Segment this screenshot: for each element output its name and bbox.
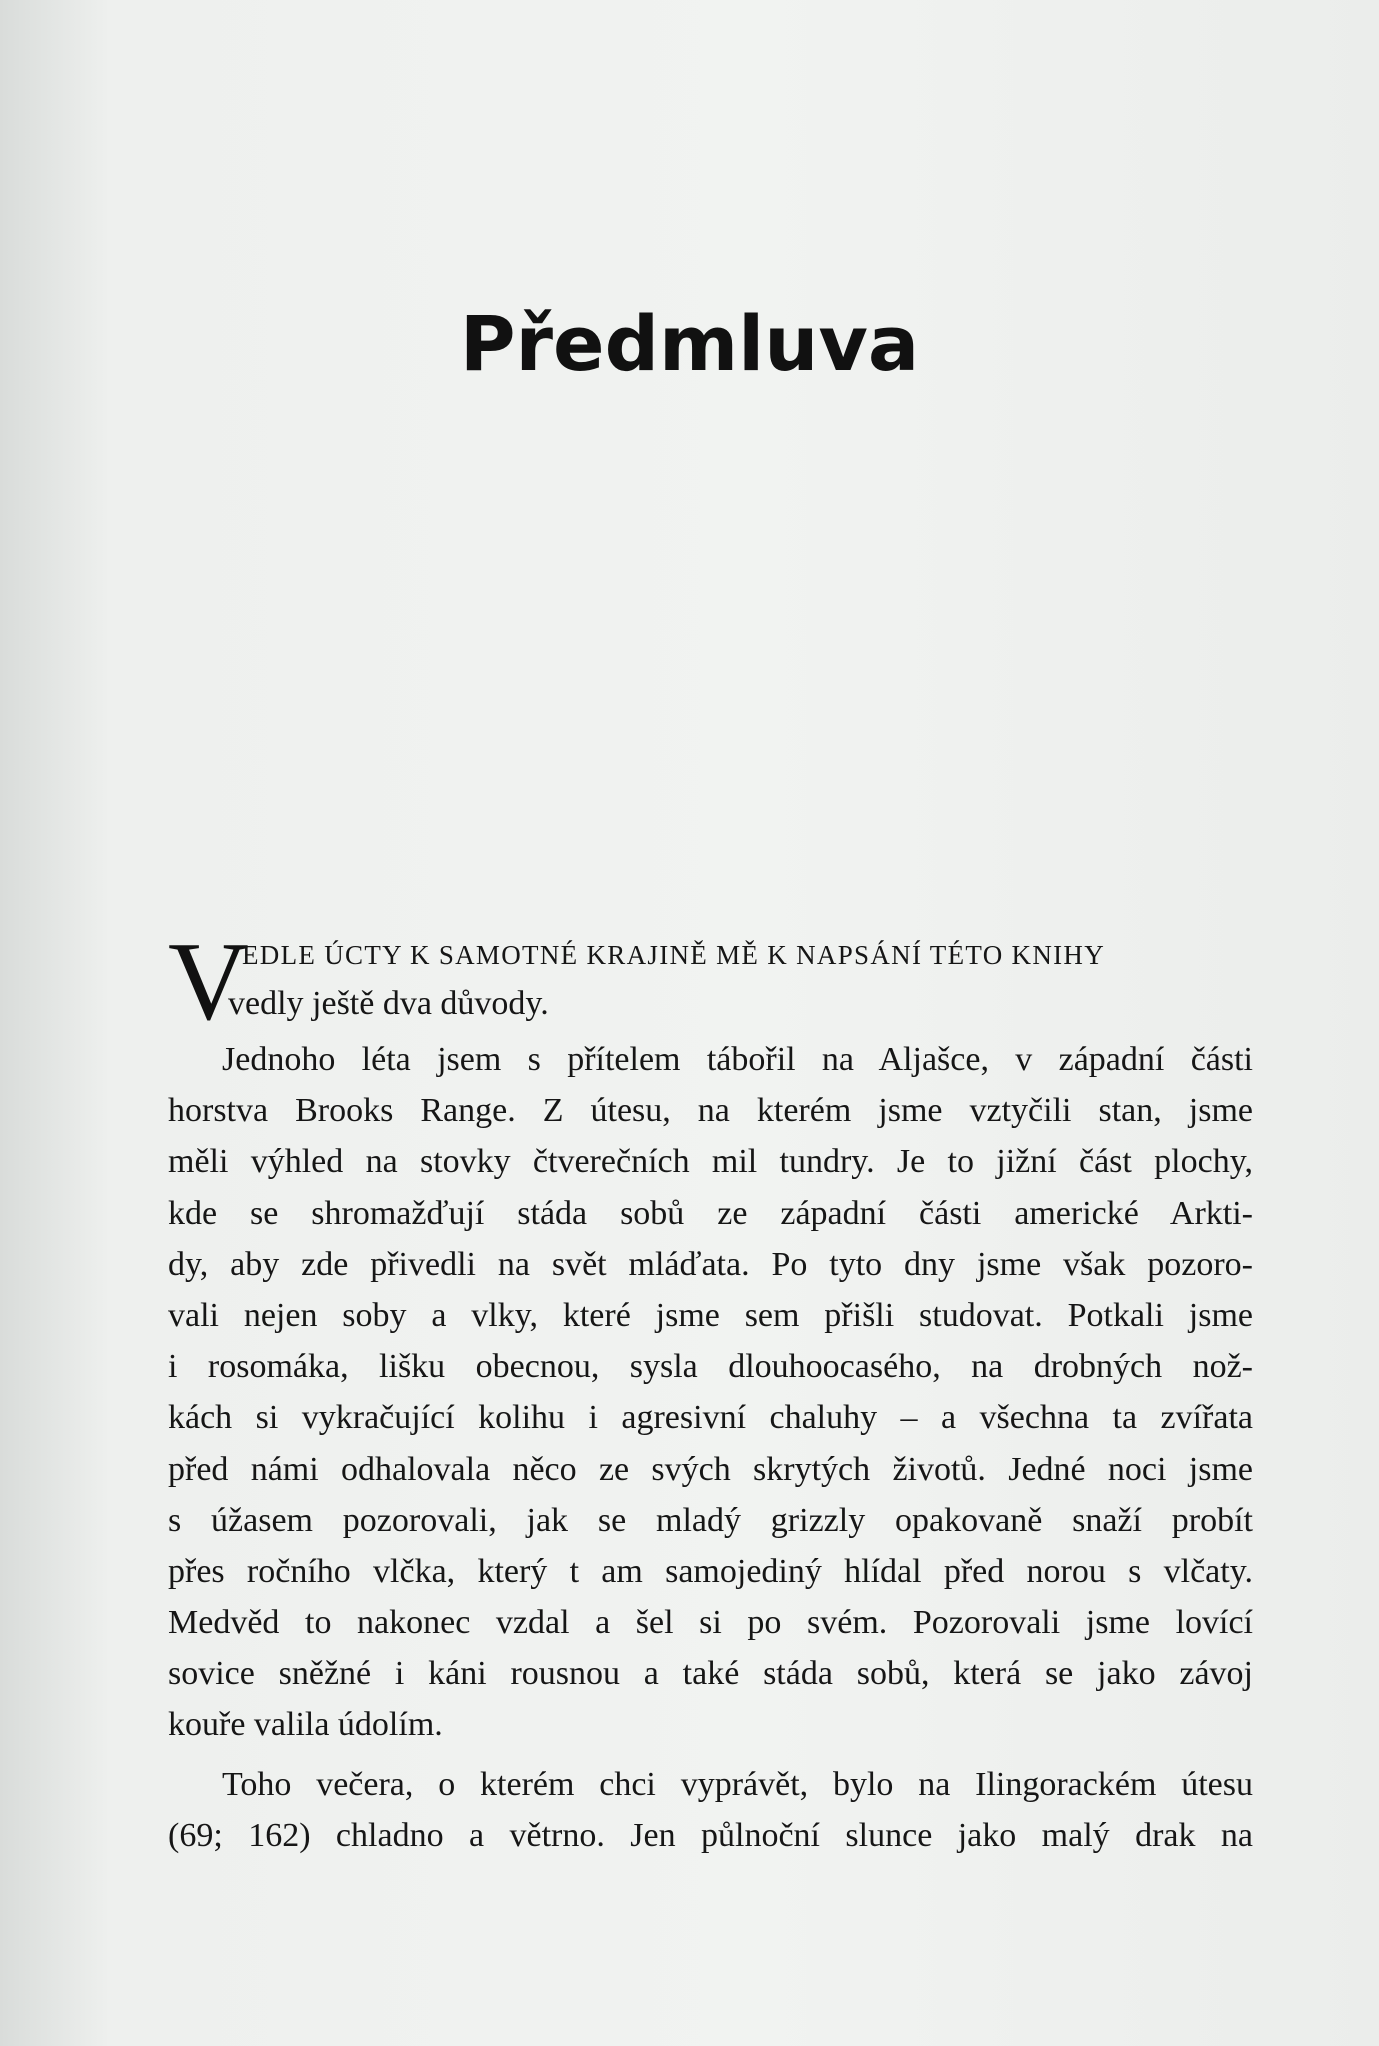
text-line: kouře valila údolím. [168, 1706, 443, 1744]
paragraph-1 [168, 1034, 1253, 1751]
text-line: kde se shromažďují stáda sobů ze západní části americké Arkti- [168, 1194, 1253, 1232]
page-number-bleedthrough [1200, 52, 1208, 82]
text-line: sovice sněžné i káni rousnou a také stáda sobů, která se jako závoj [168, 1655, 1253, 1693]
text-line: kách si vykračující kolihu i agresivní chaluhy – a všechna ta zvířata [168, 1399, 1253, 1437]
text-line: s úžasem pozorovali, jak se mladý grizzly opakovaně snaží probít [168, 1501, 1253, 1539]
body-text [168, 920, 1253, 1861]
text-line: dy, aby zde přivedli na svět mláďata. Po tyto dny jsme však pozoro- [168, 1245, 1253, 1283]
text-line: Toho večera, o kterém chci vyprávět, bylo na Ilingorackém útesu [222, 1765, 1253, 1803]
text-line: vali nejen soby a vlky, které jsme sem přišli studovat. Potkali jsme [168, 1296, 1253, 1334]
drop-cap: V [168, 920, 249, 1044]
text-line: (69; 162) chladno a větrno. Jen půlnoční slunce jako malý drak na [168, 1816, 1253, 1854]
text-line: měli výhled na stovky čtverečních mil tundry. Je to jižní část plochy, [168, 1143, 1253, 1181]
paragraph-2 [168, 1759, 1253, 1861]
text-line: horstva Brooks Range. Z útesu, na kterém jsme vztyčili stan, jsme [168, 1092, 1253, 1130]
smallcaps-lead: EDLE ÚCTY K SAMOTNÉ KRAJINĚ MĚ K NAPSÁNÍ TÉTO KNIHY [242, 940, 1106, 970]
text-line: Jednoho léta jsem s přítelem tábořil na Aljašce, v západní části [222, 1041, 1253, 1078]
text-line: přes ročního vlčka, který t am samojediný hlídal před norou s vlčaty. [168, 1552, 1253, 1590]
text-line: Medvěd to nakonec vzdal a šel si po svém. Pozorovali jsme lovící [168, 1604, 1253, 1642]
chapter-title: Předmluva [459, 299, 920, 388]
opening-line-continuation: vedly ještě dva důvody. [228, 985, 549, 1022]
running-head-bleedthrough [560, 58, 880, 83]
text-line: i rosomáka, lišku obecnou, sysla dlouhoocasého, na drobných nož- [168, 1348, 1253, 1386]
text-line: před námi odhalovala něco ze svých skrytých životů. Jedné noci jsme [168, 1450, 1253, 1488]
